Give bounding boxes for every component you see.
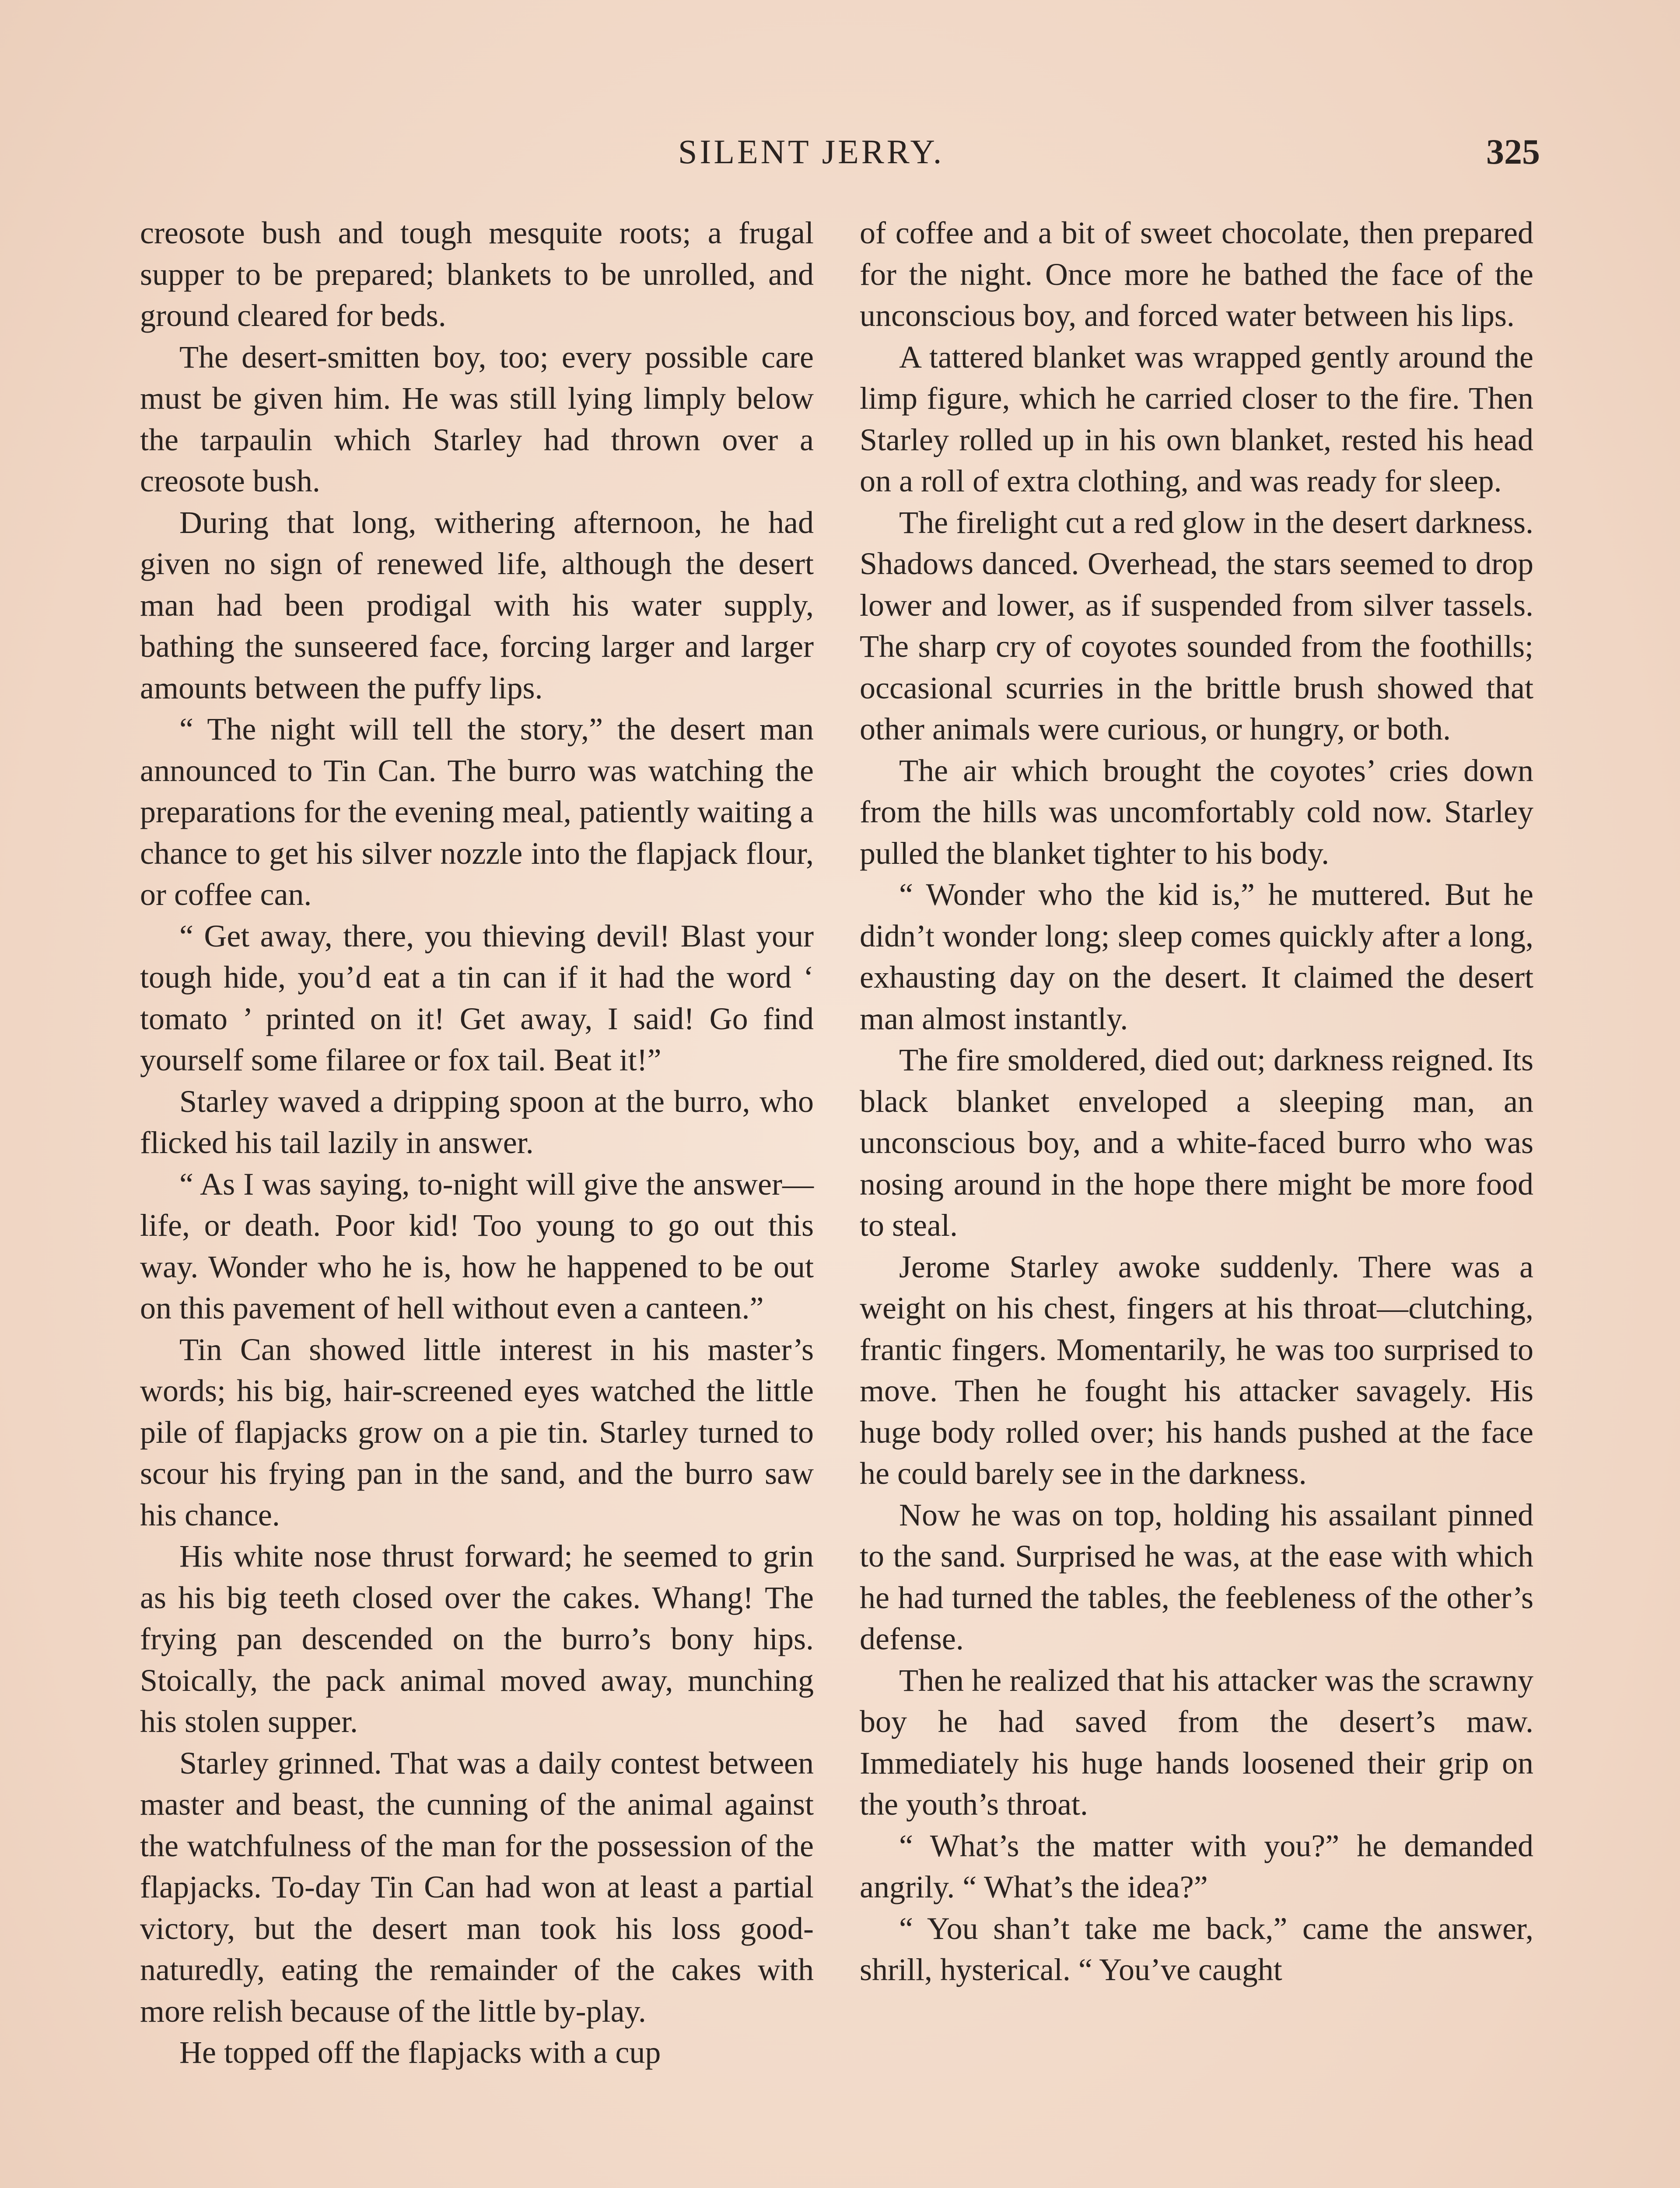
paragraph: “ Wonder who the kid is,” he muttered. But he didn’t wonder long; sleep comes quickly after a long, exhausting day on the desert. It claimed the desert man almost instantly.	[860, 877, 1533, 1036]
left-text-column	[140, 212, 814, 2073]
paragraph: Jerome Starley awoke suddenly. There was a weight on his chest, fingers at his throat—clutching, frantic fingers. Momentarily, he was too surprised to move. Then he fought his attacker savagely. His huge body rolled over; his hands pushed at the face he could barely see in the darkness.	[860, 1249, 1533, 1491]
paragraph: Then he realized that his attacker was the scrawny boy he had saved from the desert’s maw. Immediately his huge hands loosened their grip on the youth’s throat.	[860, 1662, 1533, 1822]
page-header	[140, 128, 1540, 176]
paragraph: Starley grinned. That was a daily contest between master and beast, the cunning of the animal against the watchfulness of the man for the possession of the flapjacks. To-day Tin Can had won at least a partial victory, but the desert man took his loss good-naturedly, eating the remainder of the cakes with more relish because of the little by-play.	[140, 1745, 814, 2029]
paragraph: Starley waved a dripping spoon at the burro, who flicked his tail lazily in answer.	[140, 1083, 814, 1160]
paragraph: Now he was on top, holding his assailant pinned to the sand. Surprised he was, at the ease with which he had turned the tables, the feebleness of the other’s defense.	[860, 1497, 1533, 1656]
page-number: 325	[1486, 132, 1540, 172]
paragraph: The fire smoldered, died out; darkness reigned. Its black blanket enveloped a sleeping man, an unconscious boy, and a white-faced burro who was nosing around in the hope there might be more food to steal.	[860, 1042, 1533, 1243]
right-text-column	[860, 212, 1533, 1991]
paragraph: A tattered blanket was wrapped gently around the limp figure, which he carried closer to the fire. Then Starley rolled up in his own blanket, rested his head on a roll of extra clothing, and was ready for sleep.	[860, 339, 1533, 498]
paragraph: “ Get away, there, you thieving devil! Blast your tough hide, you’d eat a tin can if it had the word ‘ tomato ’ printed on it! Get away, I said! Go find yourself some filaree or fox tail. Beat it!”	[140, 918, 814, 1077]
paragraph: During that long, withering afternoon, he had given no sign of renewed life, although the desert man had been prodigal with his water supply, bathing the sunseered face, forcing larger and larger amounts between the puffy lips.	[140, 505, 814, 705]
paragraph: of coffee and a bit of sweet chocolate, then prepared for the night. Once more he bathed the face of the unconscious boy, and forced water between his lips.	[860, 215, 1533, 333]
paragraph: The desert-smitten boy, too; every possible care must be given him. He was still lying limply below the tarpaulin which Starley had thrown over a creosote bush.	[140, 339, 814, 498]
paragraph: Tin Can showed little interest in his master’s words; his big, hair-screened eyes watched the little pile of flapjacks grow on a pie tin. Starley turned to scour his frying pan in the sand, and the burro saw his chance.	[140, 1332, 814, 1532]
paragraph: “ As I was saying, to-night will give the answer—life, or death. Poor kid! Too young to go out this way. Wonder who he is, how he happened to be out on this pavement of hell without even a canteen.”	[140, 1166, 814, 1325]
paragraph: The air which brought the coyotes’ cries down from the hills was uncomfortably cold now. Starley pulled the blanket tighter to his body.	[860, 753, 1533, 871]
paragraph: His white nose thrust forward; he seemed to grin as his big teeth closed over the cakes. Whang! The frying pan descended on the burro’s bony hips. Stoically, the pack animal moved away, munching his stolen supper.	[140, 1539, 814, 1739]
paragraph: “ What’s the matter with you?” he demanded angrily. “ What’s the idea?”	[860, 1828, 1533, 1904]
paragraph: creosote bush and tough mesquite roots; a frugal supper to be prepared; blankets to be unrolled, and ground cleared for beds.	[140, 215, 814, 333]
paragraph: “ The night will tell the story,” the desert man announced to Tin Can. The burro was watching the preparations for the evening meal, patiently waiting a chance to get his silver nozzle into the flapjack flour, or coffee can.	[140, 712, 814, 912]
running-title: SILENT JERRY.	[678, 133, 945, 171]
paragraph: “ You shan’t take me back,” came the answer, shrill, hysterical. “ You’ve caught	[860, 1911, 1533, 1987]
paragraph: The firelight cut a red glow in the desert darkness. Shadows danced. Overhead, the stars seemed to drop lower and lower, as if suspended from silver tassels. The sharp cry of coyotes sounded from the foothills; occasional scurries in the brittle brush showed that other animals were curious, or hungry, or both.	[860, 505, 1533, 747]
paragraph: He topped off the flapjacks with a cup	[179, 2035, 661, 2070]
